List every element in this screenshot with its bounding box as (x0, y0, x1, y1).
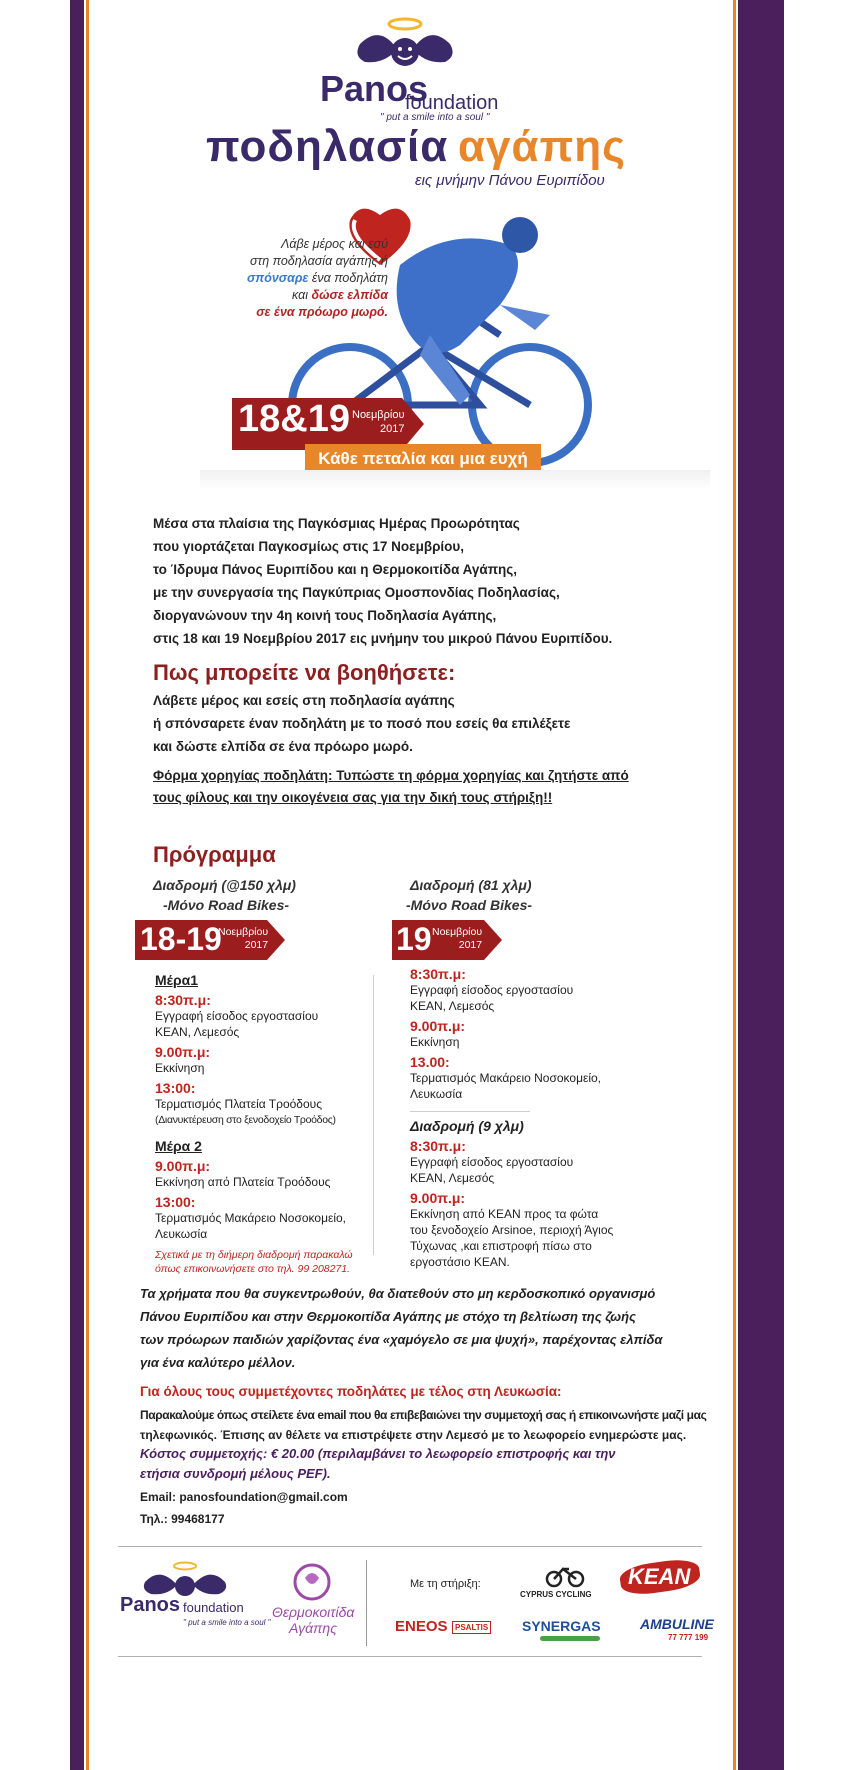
help-line: Λάβετε μέρος και εσείς στη ποδηλασία αγάπης (153, 693, 455, 708)
schedule-event: Εγγραφή είσοδος εργοστασίου (410, 983, 574, 997)
schedule-event: ΚΕΑΝ, Λεμεσός (155, 1025, 240, 1039)
intro-line: στις 18 και 19 Νοεμβρίου 2017 εις μνήμην του μικρού Πάνου Ευριπίδου. (153, 631, 613, 646)
event-year-label: 2017 (379, 423, 405, 435)
day1-heading: Μέρα1 (155, 972, 199, 988)
left-month-label: Νοεμβρίου (218, 926, 269, 938)
schedule-event: Εκκίνηση (155, 1061, 205, 1075)
sponsor-form-link[interactable] (153, 765, 713, 809)
lefkosia-heading: Για όλους τους συμμετέχοντες ποδηλάτες με τέλος στη Λευκωσία: (140, 1384, 562, 1399)
schedule-event: Τερματισμός Μακάρειο Νοσοκομείο, (155, 1211, 347, 1225)
hero-text (216, 236, 388, 321)
left-border-stripe (86, 0, 89, 1770)
thermo-line2: Αγάπης (288, 1620, 338, 1636)
title-part2: αγάπης (458, 122, 627, 171)
right-dates: 19 (396, 921, 432, 957)
route-right-bikes: -Μόνο Road Bikes- (406, 897, 533, 913)
logo-tagline: " put a smile into a soul " (380, 112, 490, 123)
schedule-time: 9.00π.μ: (155, 1158, 211, 1174)
schedule-event: εργοστάσιο ΚΕΑΝ. (410, 1255, 510, 1269)
schedule-event: ΚΕΑΝ, Λεμεσός (410, 1171, 495, 1185)
schedule-time: 9.00π.μ: (410, 1190, 466, 1206)
hero-line (216, 270, 388, 287)
thermo-line1: Θερμοκοιτίδα (272, 1604, 355, 1620)
schedule-time: 13:00: (155, 1194, 196, 1210)
sponsor-ambuline: AMBULINE (640, 1616, 714, 1632)
lefkosia-line: τηλεφωνικός. Έπισης αν θέλετε να επιστρέψετε στην Λεμεσό με το λεωφορείο ενημερώστε μας. (140, 1428, 687, 1442)
cost-line: Κόστος συμμετοχής: € 20.00 (περιλαμβάνει το λεωφορείο επιστροφής και την (140, 1446, 616, 1461)
sponsor-psaltis: PSALTIS (452, 1621, 491, 1634)
date-ribbon-tip (402, 398, 424, 450)
footer-bottom-line (118, 1656, 702, 1657)
schedule-time: 8:30π.μ: (410, 1138, 466, 1154)
lefkosia-paragraph (140, 1405, 710, 1445)
program-heading: Πρόγραμμα (153, 842, 276, 867)
form-line[interactable]: τους φίλους και την οικογένεια σας για την δική τους στήριξη!! (153, 790, 553, 805)
left-dates: 18-19 (140, 921, 222, 957)
hero-line-rest: ένα ποδηλάτη (308, 271, 388, 285)
support-label: Με τη στήριξη: (410, 1578, 481, 1590)
route-right (406, 875, 533, 915)
slogan-banner: Κάθε πεταλία και μια ευχή (305, 444, 541, 474)
right-year-label: 2017 (458, 939, 483, 951)
route-left-bikes: -Μόνο Road Bikes- (163, 897, 290, 913)
schedule-time: 9.00π.μ: (410, 1018, 466, 1034)
left-month (218, 926, 268, 952)
title-part1: ποδηλασία (206, 122, 449, 171)
right-schedule (410, 962, 640, 1270)
route-right-title: Διαδρομή (81 χλμ) (410, 877, 532, 893)
sponsor-synergas: SYNERGAS (522, 1618, 601, 1634)
thermokoitida-logo-icon (287, 1560, 337, 1606)
schedule-event: (Διανυκτέρευση στο ξενοδοχείο Τροόδος) (155, 1114, 336, 1126)
footer-top-line (118, 1546, 702, 1547)
schedule-time: 8:30π.μ: (410, 966, 466, 982)
thermokoitida-name (272, 1604, 354, 1636)
intro-line: Μέσα στα πλαίσια της Παγκόσμιας Ημέρας Προωρότητας (153, 516, 520, 531)
participation-cost (140, 1444, 700, 1484)
schedule-time: 13.00: (410, 1054, 450, 1070)
hero-highlight-baby: σε ένα πρόωρο μωρό. (256, 305, 388, 319)
help-paragraph (153, 689, 713, 758)
schedule-time: 9.00π.μ: (155, 1044, 211, 1060)
intro-line: διοργανώνουν την 4η κοινή τους Ποδηλασία Αγάπης, (153, 608, 497, 623)
schedule-event: Τύχωνας ,και επιστροφή πίσω στο (410, 1239, 592, 1253)
contact-info (140, 1486, 348, 1530)
contact-phone[interactable]: Τηλ.: 99468177 (140, 1512, 225, 1526)
help-line: και δώστε ελπίδα σε ένα πρόωρο μωρό. (153, 739, 413, 754)
footer-logo-name: Panos (120, 1594, 181, 1616)
funds-line: Τα χρήματα που θα συγκεντρωθούν, θα διατεθούν στο μη κερδοσκοπικό οργανισμό (140, 1286, 656, 1301)
schedule-event: του ξενοδοχείο Arsinoe, περιοχή Άγιος (410, 1223, 614, 1237)
lefkosia-line: Παρακαλούμε όπως στείλετε ένα email που θα επιβεβαιώνει την συμμετοχή σας ή επικοινωνήστε μαζί μας (140, 1408, 707, 1422)
intro-line: το Ίδρυμα Πάνος Ευριπίδου και η Θερμοκοιτίδα Αγάπης, (153, 562, 518, 577)
route-left (153, 875, 296, 915)
two-day-note (155, 1248, 375, 1276)
right-border-stripe (733, 0, 736, 1770)
sponsor-cyprus-cycling: CYPRUS CYCLING (520, 1590, 592, 1599)
funds-line: των πρόωρων παιδιών χαρίζοντας ένα «χαμόγελο σε μια ψυχή», παρέχοντας ελπίδα (140, 1332, 663, 1347)
logo-name: Panos (320, 68, 429, 109)
right-month (432, 926, 482, 952)
schedule-time: 13:00: (155, 1080, 196, 1096)
schedule-event: ΚΕΑΝ, Λεμεσός (410, 999, 495, 1013)
intro-paragraph (153, 512, 713, 650)
note-line: Σχετικά με τη διήμερη διαδρομή παρακαλώ (155, 1249, 353, 1261)
left-year-label: 2017 (244, 939, 269, 951)
event-dates: 18&19 (238, 398, 350, 440)
schedule-event: Εκκίνηση (410, 1035, 460, 1049)
day2-heading: Μέρα 2 (155, 1138, 202, 1154)
right-border (738, 0, 784, 1770)
hero-line: Λάβε μέρος και εσύ (281, 237, 388, 251)
funds-line: Πάνου Ευριπίδου και στην Θερμοκοιτίδα Αγάπης με στόχο τη βελτίωση της ζωής (140, 1309, 636, 1324)
cost-line: ετήσια συνδρομή μέλους PEF). (140, 1466, 331, 1481)
left-date-ribbon-tip (267, 920, 285, 960)
subtitle: εις μνήμην Πάνου Ευριπίδου (415, 172, 605, 189)
footer-logo-tag: " put a smile into a soul " (183, 1618, 271, 1627)
schedule-event: Εγγραφή είσοδος εργοστασίου (410, 1155, 574, 1169)
intro-line: με την συνεργασία της Παγκύπριας Ομοσπονδίας Ποδηλασίας, (153, 585, 560, 600)
help-line: ή σπόνσαρετε έναν ποδηλάτη με το ποσό που εσείς θα επιλέξετε (153, 716, 571, 731)
right-month-label: Νοεμβρίου (432, 926, 483, 938)
left-border (70, 0, 84, 1770)
schedule-event: Τερματισμός Πλατεία Τροόδους (155, 1097, 322, 1111)
event-month-label: Νοεμβρίου (352, 409, 405, 421)
hero-highlight-sponsor: σπόνσαρε (247, 271, 309, 285)
contact-email[interactable]: Email: panosfoundation@gmail.com (140, 1490, 348, 1504)
bicycle-icon (545, 1562, 585, 1588)
schedule-event: Λευκωσία (410, 1087, 463, 1101)
hero-shadow (200, 470, 710, 490)
left-schedule (155, 968, 375, 1276)
hero-line (216, 287, 388, 304)
event-month (352, 408, 404, 436)
funds-line: για ένα καλύτερο μέλλον. (140, 1355, 296, 1370)
footer-logo-sub: foundation (183, 1600, 244, 1615)
ambuline-phone: 77 777 199 (668, 1633, 709, 1642)
help-heading: Πως μπορείτε να βοηθήσετε: (153, 660, 456, 685)
route2-heading: Διαδρομή (9 χλμ) (410, 1118, 524, 1134)
route-left-title: Διαδρομή (@150 χλμ) (153, 877, 296, 893)
schedule-time: 8:30π.μ: (155, 992, 211, 1008)
synergas-underline (540, 1636, 600, 1641)
right-date-ribbon-tip (484, 920, 502, 960)
schedule-event: Εγγραφή είσοδος εργοστασίου (155, 1009, 319, 1023)
hero-line-pre: και (292, 288, 312, 302)
schedule-event: Λευκωσία (155, 1227, 208, 1241)
footer-divider (366, 1560, 367, 1646)
hero-line: στη ποδηλασία αγάπης ή (250, 254, 388, 268)
sponsor-eneos: ENEOS (395, 1618, 448, 1635)
schedule-event: Εκκίνηση από ΚΕΑΝ προς τα φώτα (410, 1207, 599, 1221)
hero-highlight-hope: δώσε ελπίδα (311, 288, 388, 302)
form-line[interactable]: Φόρμα χορηγίας ποδηλάτη: Τυπώστε τη φόρμα χορηγίας και ζητήστε από (153, 768, 629, 783)
note-line: όπως επικοινωνήσετε στο τηλ. 99 208271. (155, 1263, 351, 1275)
logo-sub: foundation (405, 92, 499, 114)
route-divider (410, 1111, 530, 1112)
sponsor-kean: KEAN (628, 1564, 691, 1589)
funds-paragraph (140, 1282, 700, 1374)
schedule-event: Εκκίνηση από Πλατεία Τροόδους (155, 1175, 331, 1189)
schedule-event: Τερματισμός Μακάρειο Νοσοκομείο, (410, 1071, 602, 1085)
intro-line: που γιορτάζεται Παγκοσμίως στις 17 Νοεμβρίου, (153, 539, 465, 554)
